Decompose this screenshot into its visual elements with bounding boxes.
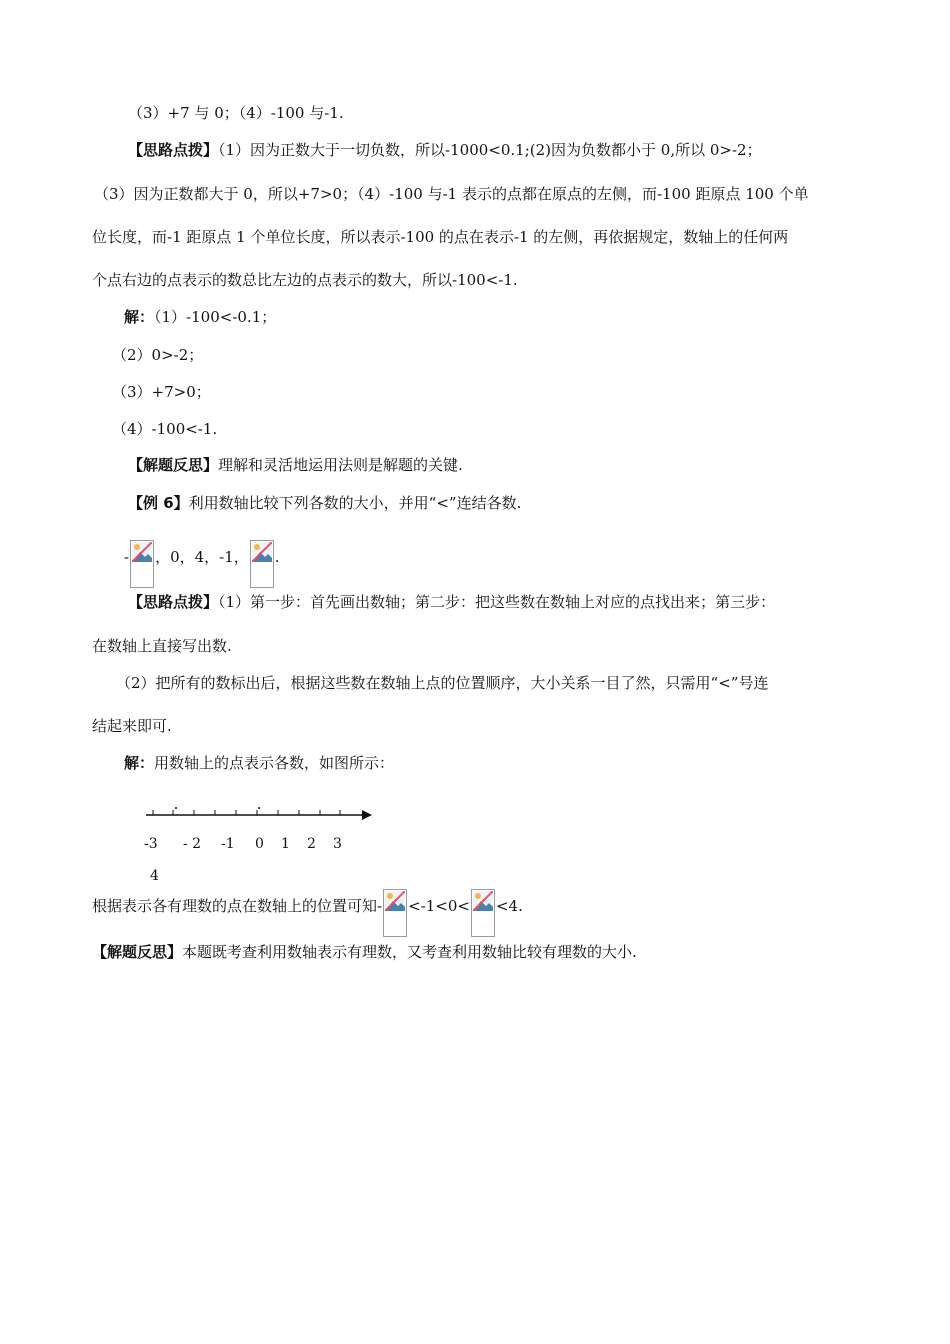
broken-image-icon <box>130 540 154 588</box>
hint-paragraph-1: 【思路点拨】（1）因为正数大于一切负数，所以-1000<0.1;(2)因为负数都小于 0,所以 0>-2； <box>128 141 762 159</box>
axis-label: 3 <box>333 836 342 852</box>
hint-paragraph-1-line4: 个点右边的点表示的数总比左边的点表示的数大，所以-100<-1. <box>92 271 518 289</box>
solution-2-intro: 解：用数轴上的点表示各数，如图所示： <box>124 754 395 772</box>
solution-tag: 解： <box>124 308 155 326</box>
axis-label: - 2 <box>183 836 202 852</box>
axis-label: 2 <box>307 836 316 852</box>
broken-image-icon <box>250 540 274 588</box>
reflection-2: 【解题反思】本题既考查利用数轴表示有理数，又考查利用数轴比较有理数的大小. <box>92 943 637 961</box>
axis-label: 4 <box>150 868 159 884</box>
broken-image-icon <box>383 889 407 937</box>
exercise-items-3-4: （3）+7 与 0；（4）-100 与-1. <box>128 104 344 122</box>
hint-paragraph-3-line2: 结起来即可. <box>92 717 172 735</box>
solution-3: （3）+7>0； <box>112 383 211 401</box>
hint-paragraph-1-line2: （3）因为正数都大于 0，所以+7>0；（4）-100 与-1 表示的点都在原点的左侧，而-100 距原点 100 个单 <box>94 185 809 203</box>
axis-label: 1 <box>281 836 290 852</box>
hint-paragraph-2-line2: 在数轴上直接写出数. <box>92 637 232 655</box>
axis-label: -3 <box>144 836 158 852</box>
solution-2: （2）0>-2； <box>112 346 204 364</box>
hint-tag: 【思路点拨】 <box>128 593 219 611</box>
solution-tag: 解： <box>124 754 155 772</box>
broken-image-icon <box>471 889 495 937</box>
example-6-numbers: - ，0，4，-1， . <box>124 540 280 588</box>
conclusion: 根据表示各有理数的点在数轴上的位置可知- <-1<0< <4. <box>92 889 523 937</box>
reflection-1: 【解题反思】理解和灵活地运用法则是解题的关键. <box>128 456 463 474</box>
hint-paragraph-1-line3: 位长度，而-1 距原点 1 个单位长度，所以表示-100 的点在表示-1 的左侧，再依据规定，数轴上的任何两 <box>92 228 789 246</box>
solution-1: 解：（1）-100<-0.1； <box>124 308 277 326</box>
axis-label: 0 <box>255 836 264 852</box>
example-tag: 【例 6】 <box>128 494 189 512</box>
solution-4: （4）-100<-1. <box>112 420 218 438</box>
hint-paragraph-3: （2）把所有的数标出后，根据这些数在数轴上点的位置顺序，大小关系一目了然，只需用“<”号连 <box>116 674 769 692</box>
example-6-heading: 【例 6】利用数轴比较下列各数的大小，并用“<”连结各数. <box>128 494 522 512</box>
reflection-tag: 【解题反思】 <box>128 456 219 474</box>
hint-paragraph-2: 【思路点拨】（1）第一步：首先画出数轴；第二步：把这些数在数轴上对应的点找出来；第三步： <box>128 593 776 611</box>
hint-tag: 【思路点拨】 <box>128 141 219 159</box>
axis-label: -1 <box>221 836 235 852</box>
number-line <box>140 800 380 828</box>
reflection-tag: 【解题反思】 <box>92 943 183 961</box>
